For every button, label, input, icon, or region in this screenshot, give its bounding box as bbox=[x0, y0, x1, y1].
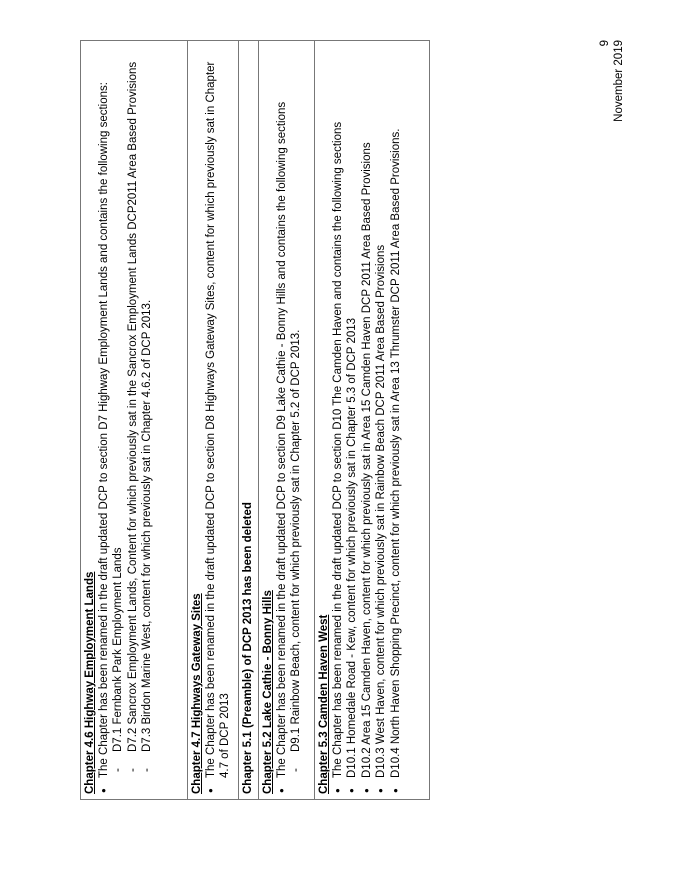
sub-list-item: - D9.1 Rainbow Beach, content for which previously sat in Chapter 5.2 of DCP 2013. bbox=[289, 46, 303, 794]
changes-table bbox=[80, 40, 430, 800]
table-row-chapter-4-6 bbox=[81, 41, 188, 799]
bullet-list bbox=[331, 46, 403, 794]
list-item: ● D10.3 West Haven, content for which previously sat in Rainbow Beach DCP 2011 Area Based Provisions bbox=[374, 46, 388, 794]
section-heading: Chapter 4.6 Highway Employment Lands bbox=[84, 571, 96, 794]
list-item: ● The Chapter has been renamed in the draft updated DCP to section D10 The Camden Haven and contains the following sections bbox=[331, 46, 345, 794]
bullet-list bbox=[204, 46, 233, 794]
section-heading: Chapter 4.7 Highways Gateway Sites bbox=[191, 593, 203, 794]
sub-list-item: - D7.3 Birdon Marine West, content for which previously sat in Chapter 4.6.2 of DCP 2013. bbox=[140, 46, 154, 794]
list-item: ● The Chapter has been renamed in the draft updated DCP to section D9 Lake Cathie - Bonny Hills and contains the following sections bbox=[275, 46, 289, 794]
section-heading: Chapter 5.1 (Preamble) of DCP 2013 has been deleted bbox=[242, 502, 254, 794]
sub-list-item: - D7.2 Sancrox Employment Lands, Content for which previously sat in the Sancrox Employment Lands DCP2011 Area Based Provisions bbox=[126, 46, 140, 794]
table-row-chapter-5-2 bbox=[259, 41, 315, 799]
rotated-content bbox=[80, 40, 430, 800]
bullet-list bbox=[275, 46, 289, 794]
sub-list-item: - D7.1 Fernbank Park Employment Lands bbox=[111, 46, 125, 794]
sub-list bbox=[111, 46, 154, 794]
footer-date: November 2019 bbox=[613, 40, 625, 122]
list-item: ● The Chapter has been renamed in the draft updated DCP to section D8 Highways Gateway Sites, content for which previously sat in Chapter 4.7 of DCP 2013 bbox=[204, 46, 233, 794]
list-item: ● D10.4 North Haven Shopping Precinct, content for which previously sat in Area 13 Thrumster DCP 2011 Area Based Provisions. bbox=[389, 46, 403, 794]
section-heading: Chapter 5.3 Camden Haven West bbox=[318, 614, 330, 794]
list-item: ● D10.1 Homedale Road - Kew, content for which previously sat in Chapter 5.3 of DCP 2013 bbox=[345, 46, 359, 794]
page-number: 9 bbox=[599, 40, 611, 47]
sub-list bbox=[289, 46, 303, 794]
table-row-chapter-5-1 bbox=[239, 41, 259, 799]
table-row-chapter-4-7 bbox=[188, 41, 239, 799]
section-heading: Chapter 5.2 Lake Cathie - Bonny Hills bbox=[262, 590, 274, 794]
table-row-chapter-5-3 bbox=[315, 41, 429, 799]
bullet-list bbox=[97, 46, 111, 794]
page-footer bbox=[598, 40, 638, 150]
list-item: ● D10.2 Area 15 Camden Haven, content for which previously sat in Area 15 Camden Haven DCP 2011 Area Based Provisions bbox=[360, 46, 374, 794]
list-item: ● The Chapter has been renamed in the draft updated DCP to section D7 Highway Employment Lands and contains the following sections: bbox=[97, 46, 111, 794]
